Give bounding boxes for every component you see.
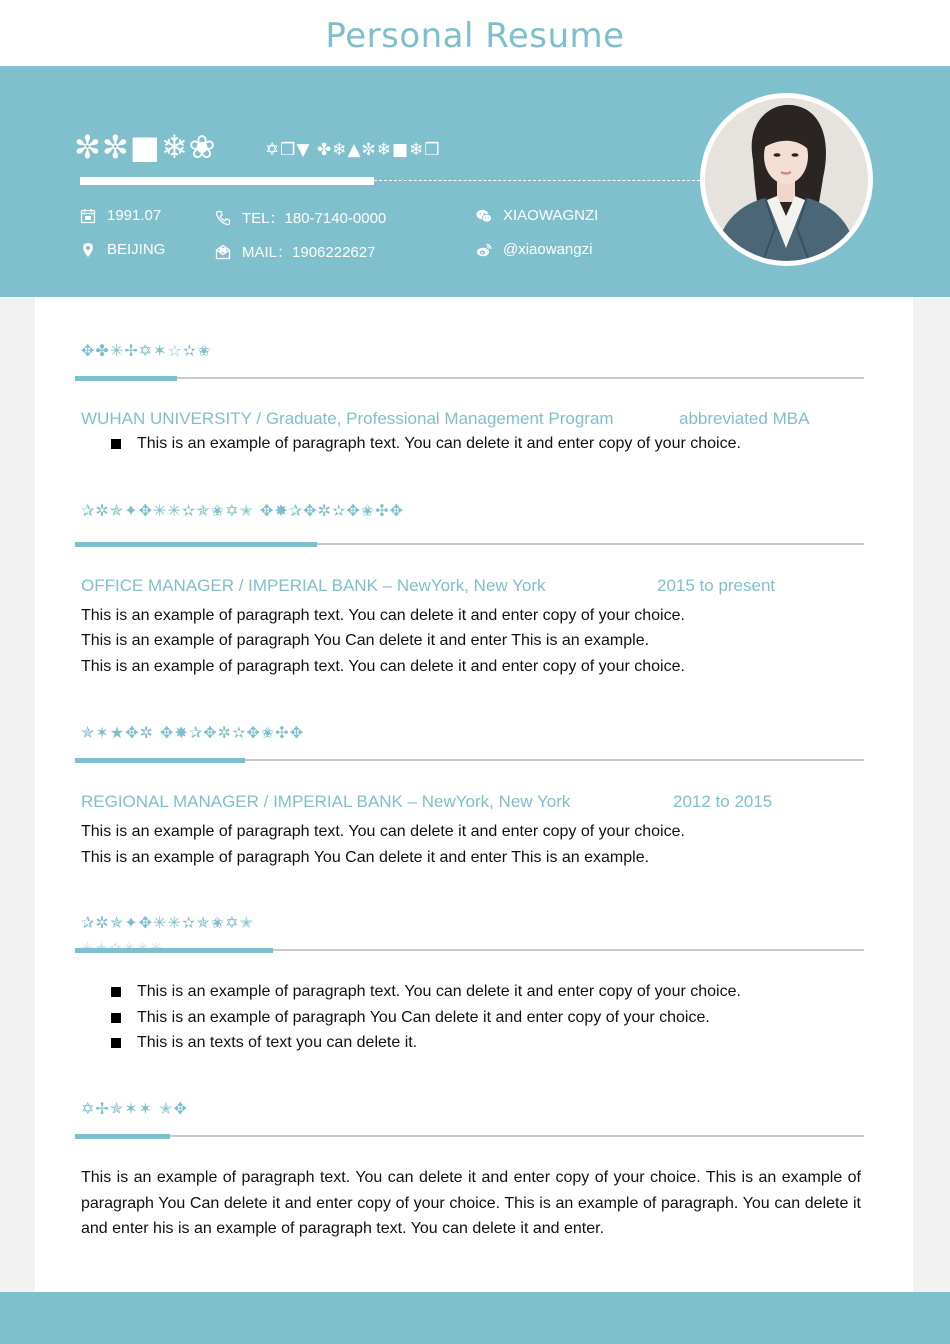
about-heading: ✡✢✯✶✶ ✭✥ <box>81 1099 188 1118</box>
job-title-glyphs: ✡❒▼ ✤❄▲✼❄■❄❒ <box>265 140 441 160</box>
header-bar-dashed <box>374 180 700 181</box>
mail-icon <box>215 244 231 260</box>
education-rule-accent <box>75 376 177 381</box>
mail-text: MAIL：1906222627 <box>242 244 376 261</box>
birthday-text: 1991.07 <box>107 207 162 224</box>
skills-bullet <box>111 1034 417 1052</box>
contact-location <box>80 241 165 258</box>
experience1-rule-accent <box>75 542 317 547</box>
experience2-line: This is an example of paragraph You Can delete it and enter This is an example. <box>81 849 650 866</box>
education-bullet-text: This is an example of paragraph text. You can delete it and enter copy of your choice. <box>137 435 741 452</box>
header-banner <box>0 66 950 297</box>
location-pin-icon <box>80 242 96 258</box>
contact-tel <box>215 207 386 228</box>
experience2-entry-title: REGIONAL MANAGER / IMPERIAL BANK – NewYork, New York <box>81 792 571 811</box>
skills-bullet-text: This is an texts of text you can delete it. <box>137 1034 418 1051</box>
education-entry-meta: abbreviated MBA <box>679 409 810 428</box>
weibo-icon <box>476 242 492 258</box>
location-text: BEIJING <box>107 241 166 258</box>
experience1-heading: ✰✲✯✦✥✳✳✫✯✬✡✭ ✥✸✰✥✲✫✥✬✣✥ <box>81 501 405 520</box>
contact-birthday <box>80 207 161 224</box>
about-paragraph: This is an example of paragraph text. You can delete it and enter copy of your choice. This is an example of paragraph You Can delete it and enter copy of your choice. This is an example of paragraph. You can delete it and enter his is an example of paragraph text. You can delete it and enter. <box>81 1169 861 1237</box>
skills-rule-accent <box>75 948 273 953</box>
header-bar-solid <box>80 177 374 185</box>
title-bar <box>0 0 950 66</box>
profile-photo-frame <box>700 93 873 266</box>
skills-bullet-text: This is an example of paragraph text. You can delete it and enter copy of your choice. <box>137 983 741 1000</box>
experience2-line: This is an example of paragraph text. You can delete it and enter copy of your choice. <box>81 823 685 840</box>
footer-band <box>0 1292 950 1344</box>
experience1-entry-meta: 2015 to present <box>657 576 776 595</box>
education-entry-title: WUHAN UNIVERSITY / Graduate, Professional Management Program <box>81 409 614 428</box>
contact-mail <box>215 241 375 262</box>
wechat-text: XIAOWAGNZI <box>503 207 599 224</box>
portrait-illustration <box>705 98 868 261</box>
skills-bullet <box>111 1009 710 1027</box>
phone-icon <box>215 210 231 226</box>
contact-weibo <box>476 241 592 258</box>
skills-heading: ✰✲✯✦✥✳✳✫✯✬✡✭ <box>81 913 254 932</box>
weibo-text: @xiaowangzi <box>503 241 593 258</box>
tel-text: TEL：180-7140-0000 <box>242 210 387 227</box>
experience2-entry-meta: 2012 to 2015 <box>673 792 773 811</box>
about-rule <box>75 1135 864 1137</box>
wechat-icon <box>476 208 492 224</box>
experience1-entry-title: OFFICE MANAGER / IMPERIAL BANK – NewYork, New York <box>81 576 546 595</box>
contact-wechat <box>476 207 598 224</box>
profile-photo <box>705 98 868 261</box>
education-rule <box>75 377 864 379</box>
experience2-heading: ✯✶★✥✲ ✥✸✰✥✲✫✥✬✣✥ <box>81 723 305 742</box>
document-title: Personal Resume <box>325 16 625 56</box>
education-bullet <box>111 435 741 453</box>
skills-bullet-text: This is an example of paragraph You Can delete it and enter copy of your choice. <box>137 1009 710 1026</box>
name-glyphs: ✼✼■❄❀ <box>74 128 217 166</box>
experience1-line: This is an example of paragraph text. You can delete it and enter copy of your choice. <box>81 607 685 624</box>
calendar-icon <box>80 208 96 224</box>
skills-bullet <box>111 983 741 1001</box>
experience2-rule-accent <box>75 758 245 763</box>
about-rule-accent <box>75 1134 170 1139</box>
experience1-line: This is an example of paragraph You Can delete it and enter This is an example. <box>81 632 650 649</box>
experience1-line: This is an example of paragraph text. You can delete it and enter copy of your choice. <box>81 658 685 675</box>
education-heading: ✥✤✳✢✡✶☆✫✬ <box>81 341 212 360</box>
